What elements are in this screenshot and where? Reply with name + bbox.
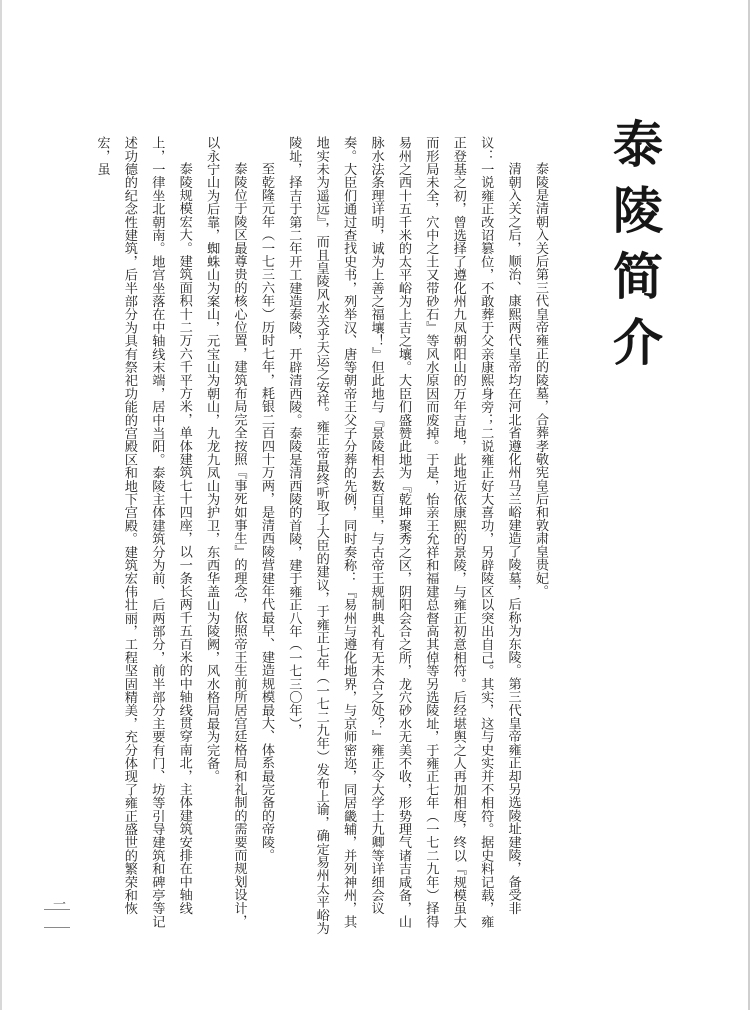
paragraph: 泰陵位于陵区最尊贵的核心位置，建筑布局完全按照『事死如事生』的理念，依照帝王生前所居宫廷格局和礼制的需要而规划设计，以永宁山为后靠，蜘蛛山为案山，元宝山为朝山，九龙九凤山为护卫，东西华盖山为陵阙，风水格局最为完备。 xyxy=(204,136,247,928)
page-title: 泰陵简介 xyxy=(605,118,664,382)
page-number: 一 xyxy=(50,897,65,910)
paragraph: 清朝入关之后，顺治、康熙两代皇帝均在河北省遵化州马兰峪建造了陵墓，后称为东陵。第三代皇帝雍正却另选陵址建陵，备受非议：一说雍正改诏篡位，不敢葬于父亲康熙身旁；二说雍正好大喜功，另辟陵区以突出自己。其实，这与史实并不相符。据史料记载，雍正登基之初，曾选择了遵化州九凤朝阳山的万年吉地，此地近依康熙的景陵，与雍正初意相符。后经堪舆之人再加相度，终以『规模虽大而形局未全，穴中之土又带砂石』等风水原因而废掉。于是，怡亲王允祥和福建总督高其倬等另选陵址，于雍正七年（一七二九年）择得易州之西十五千米的太平峪为上吉之壤。大臣们盛赞此地为『乾坤聚秀之区，阴阳会合之所，龙穴砂水无美不收，形势理气诸吉咸备，山脉水法条理详明，诚为上善之福壤！』但此地与『景陵相去数百里，与古帝王规制典礼有无未合之处？』雍正令大学士九卿等详细会议奏。大臣们通过查找史书，列举汉、唐等朝帝王父子分葬的先例，同时奏称：『易州与遵化地界，与京师密迩，同居畿辅，并列神州，其地实未为遥远』，而且皇陵风水关乎天运之安祥。雍正帝最终听取了大臣的建议，于雍正七年（一七二九年）发布上谕，确定易州太平峪为陵址，择吉于第二年开工建造泰陵，开辟清西陵。泰陵是清西陵的首陵，建于雍正八年（一七三〇年）， xyxy=(286,136,521,935)
paragraph: 泰陵是清朝入关后第三代皇帝雍正的陵墓，合葬孝敬宪皇后和敦肃皇贵妃。 xyxy=(533,162,548,598)
paragraph: 泰陵规模宏大。建筑面积十二万六千平方米，单体建筑七十四座，以一条长两千五百米的中轴线贯穿南北，主体建筑安排在中轴线上，一律坐北朝南。地宫坐落在中轴线末端，居中当阳。泰陵主体建筑分为前、后两部分，前半部分主要有门、坊等引导建筑和碑亭等记述功德的纪念性建筑，后半部分为具有祭祀功能的宫殿区和地下宫殿。建筑宏伟壮丽，工程坚固精美，充分体现了雍正盛世的繁荣和恢宏，虽 xyxy=(94,136,192,928)
paragraph: 至乾隆元年（一七三六年）历时七年，耗银二百四十万两，是清西陵营建年代最早、建造规模最大、体系最完备的帝陵。 xyxy=(258,162,274,862)
page-number-rule-bottom xyxy=(44,927,70,928)
body-text xyxy=(94,136,554,936)
